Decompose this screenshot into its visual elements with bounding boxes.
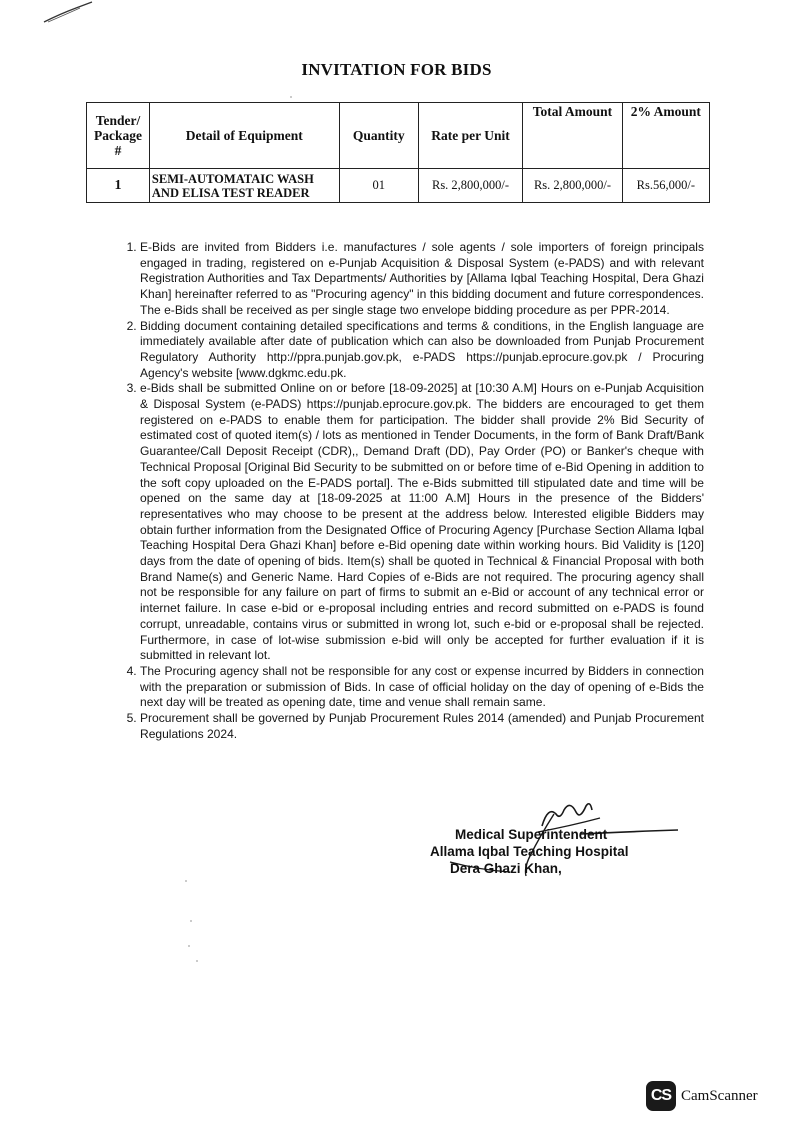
header-two-percent: 2% Amount bbox=[622, 103, 709, 169]
clause-item: 4. The Procuring agency shall not be responsible for any cost or expense incurred by Bidders in connection with the preparation or submission of Bids. In case of official holiday on the day of opening of e-Bids the next day will be treated as opening date, time and venue shall remain same. bbox=[140, 664, 704, 711]
cell-rate: Rs. 2,800,000/- bbox=[418, 169, 523, 203]
page-title: INVITATION FOR BIDS bbox=[301, 60, 492, 79]
header-package: Tender/ Package # bbox=[87, 103, 150, 169]
signatory-hospital: Allama Iqbal Teaching Hospital bbox=[430, 844, 629, 859]
header-detail: Detail of Equipment bbox=[149, 103, 339, 169]
header-quantity: Quantity bbox=[339, 103, 418, 169]
scan-speck bbox=[196, 960, 198, 962]
scan-speck bbox=[290, 96, 292, 98]
camscanner-logo-icon: CS bbox=[646, 1081, 676, 1111]
signature-block bbox=[430, 826, 690, 877]
header-rate: Rate per Unit bbox=[418, 103, 523, 169]
camscanner-label: CamScanner bbox=[681, 1088, 758, 1104]
cell-package: 1 bbox=[87, 169, 150, 203]
table-row bbox=[87, 169, 710, 203]
signatory-title: Medical Superintendent bbox=[455, 827, 608, 842]
cell-quantity: 01 bbox=[339, 169, 418, 203]
clause-list bbox=[116, 240, 704, 743]
pen-mark bbox=[40, 0, 100, 30]
clause-item: 5. Procurement shall be governed by Punjab Procurement Rules 2014 (amended) and Punjab Procurement Regulations 2024. bbox=[140, 711, 704, 742]
signatory-city: Dera Ghazi Khan, bbox=[450, 861, 562, 876]
scan-speck bbox=[190, 920, 192, 922]
scan-speck bbox=[188, 945, 190, 947]
equipment-table bbox=[86, 102, 710, 203]
clause-item: 2. Bidding document containing detailed specifications and terms & conditions, in the English language are immediately available after date of publication which can also be downloaded from Punjab Procurement Regulatory Authority http://ppra.punjab.gov.pk, e-PADS https://punjab.eprocure.gov.pk / Procuring Agency's website [www.dgkmc.edu.pk. bbox=[140, 319, 704, 382]
table-header-row bbox=[87, 103, 710, 169]
clause-item: 3. e-Bids shall be submitted Online on or before [18-09-2025] at [10:30 A.M] Hours on e-Punjab Acquisition & Disposal System (e-PADS) https://punjab.eprocure.gov.pk. The bidders are encouraged to get them registered on e-PADS to enable them for participation. The bidder shall provide 2% Bid Security of estimated cost of quoted item(s) / lots as mentioned in Tender Documents, in the form of Bank Draft/Bank Guarantee/Call Deposit Receipt (CDR),, Demand Draft (DD), Pay Order (PO) or Banker's cheque with Technical Proposal [Original Bid Security to be submitted on or before time of e-Bid Opening in addition to the soft copy uploaded on the E-PADS portal]. The e-Bids submitted till stipulated date and time will be opened on the same day at [18-09-2025 at 11:00 A.M] Hours in the presence of the Bidders' representatives who may choose to be present at the address below. Interested eligible Bidders may obtain further information from the Designated Office of Procuring Agency [Purchase Section Allama Iqbal Teaching Hospital Dera Ghazi Khan] before e-Bid opening date within working hours. Bid Validity is [120] days from the date of opening of bids. Item(s) shall be quoted in Technical & Financial Proposal with both Brand Name(s) and Generic Name. Hard Copies of e-Bids are not required. The procuring agency shall not be responsible for any failure on part of firms to submit an e-Bid or account of any technical error or internet failure. In case e-bid or e-proposal including entries and record submitted on e-PADS is found corrupt, unreadable, contains virus or submitted in wrong lot, such e-bid or e-proposal shall be rejected. Furthermore, in case of lot-wise submission e-bid will only be accepted for further evaluation if it is submitted in relevant lot. bbox=[140, 381, 704, 664]
header-total: Total Amount bbox=[523, 103, 622, 169]
clause-item: 1. E-Bids are invited from Bidders i.e. manufactures / sole agents / sole importers of foreign principals engaged in trading, registered on e-Punjab Acquisition & Disposal System (e-PADS) and with relevant Registration Authorities and Tax Departments/ Authorities by [Allama Iqbal Teaching Hospital, Dera Ghazi Khan] hereinafter referred to as "Procuring agency" in this bidding document and future correspondences. The e-Bids shall be received as per single stage two envelope bidding procedure as per PPR-2014. bbox=[140, 240, 704, 319]
cell-total: Rs. 2,800,000/- bbox=[523, 169, 622, 203]
scan-speck bbox=[185, 880, 187, 882]
cell-detail: SEMI-AUTOMATAIC WASH AND ELISA TEST READER bbox=[149, 169, 339, 203]
cell-two-percent: Rs.56,000/- bbox=[622, 169, 709, 203]
